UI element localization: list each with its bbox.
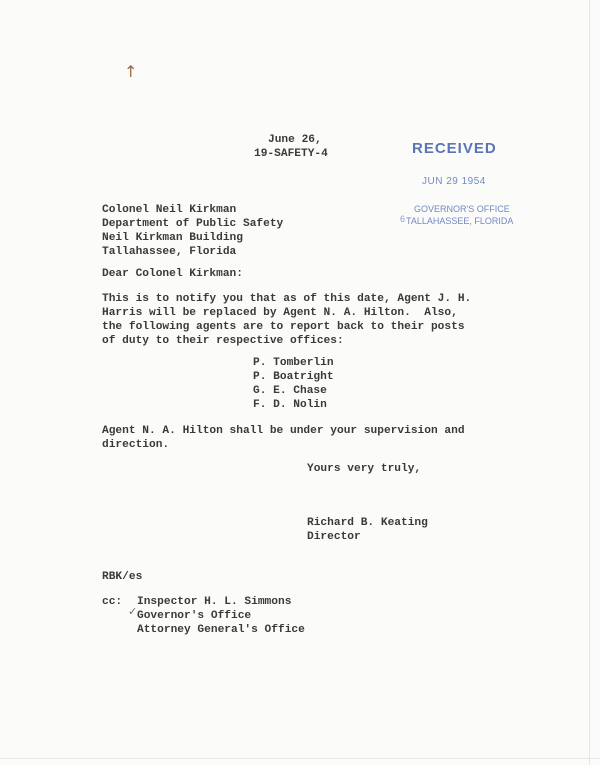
body-line: the following agents are to report back to their posts [102, 321, 465, 333]
sheet-edge-bottom [0, 758, 600, 759]
body-line: direction. [102, 439, 170, 451]
body-line: Agent N. A. Hilton shall be under your supervision and [102, 425, 465, 437]
typist-initials: RBK/es [102, 571, 143, 583]
agent-name: P. Boatright [253, 371, 334, 383]
agent-name: F. D. Nolin [253, 399, 327, 411]
check-mark-icon: ✓ [128, 605, 138, 618]
cc-line: Attorney General's Office [137, 624, 305, 636]
body-line: This is to notify you that as of this date, Agent J. H. [102, 293, 472, 305]
stamp-title: RECEIVED [412, 140, 497, 157]
address-line: Colonel Neil Kirkman [102, 204, 237, 216]
cc-line: Governor's Office [137, 610, 252, 622]
stamp-glyph: 6 [400, 214, 406, 224]
address-line: Neil Kirkman Building [102, 232, 243, 244]
body-line: of duty to their respective offices: [102, 335, 344, 347]
signer-title: Director [307, 531, 361, 543]
letter-date: June 26, [268, 134, 322, 146]
address-line: Department of Public Safety [102, 218, 284, 230]
agent-name: G. E. Chase [253, 385, 327, 397]
complimentary-close: Yours very truly, [307, 463, 422, 475]
handwritten-mark: ↑ [124, 62, 138, 81]
stamp-office: GOVERNOR'S OFFICE [414, 204, 510, 214]
received-stamp [384, 130, 524, 238]
body-line: Harris will be replaced by Agent N. A. Hilton. Also, [102, 307, 458, 319]
address-line: Tallahassee, Florida [102, 246, 237, 258]
stamp-city: TALLAHASSEE, FLORIDA [406, 216, 514, 226]
agent-name: P. Tomberlin [253, 357, 334, 369]
salutation: Dear Colonel Kirkman: [102, 268, 243, 280]
cc-label: cc: [102, 596, 123, 608]
reference-number: 19-SAFETY-4 [254, 148, 328, 160]
signer-name: Richard B. Keating [307, 517, 428, 529]
sheet-edge [589, 0, 590, 765]
stamp-date: JUN 29 1954 [422, 176, 486, 187]
cc-line: Inspector H. L. Simmons [137, 596, 292, 608]
